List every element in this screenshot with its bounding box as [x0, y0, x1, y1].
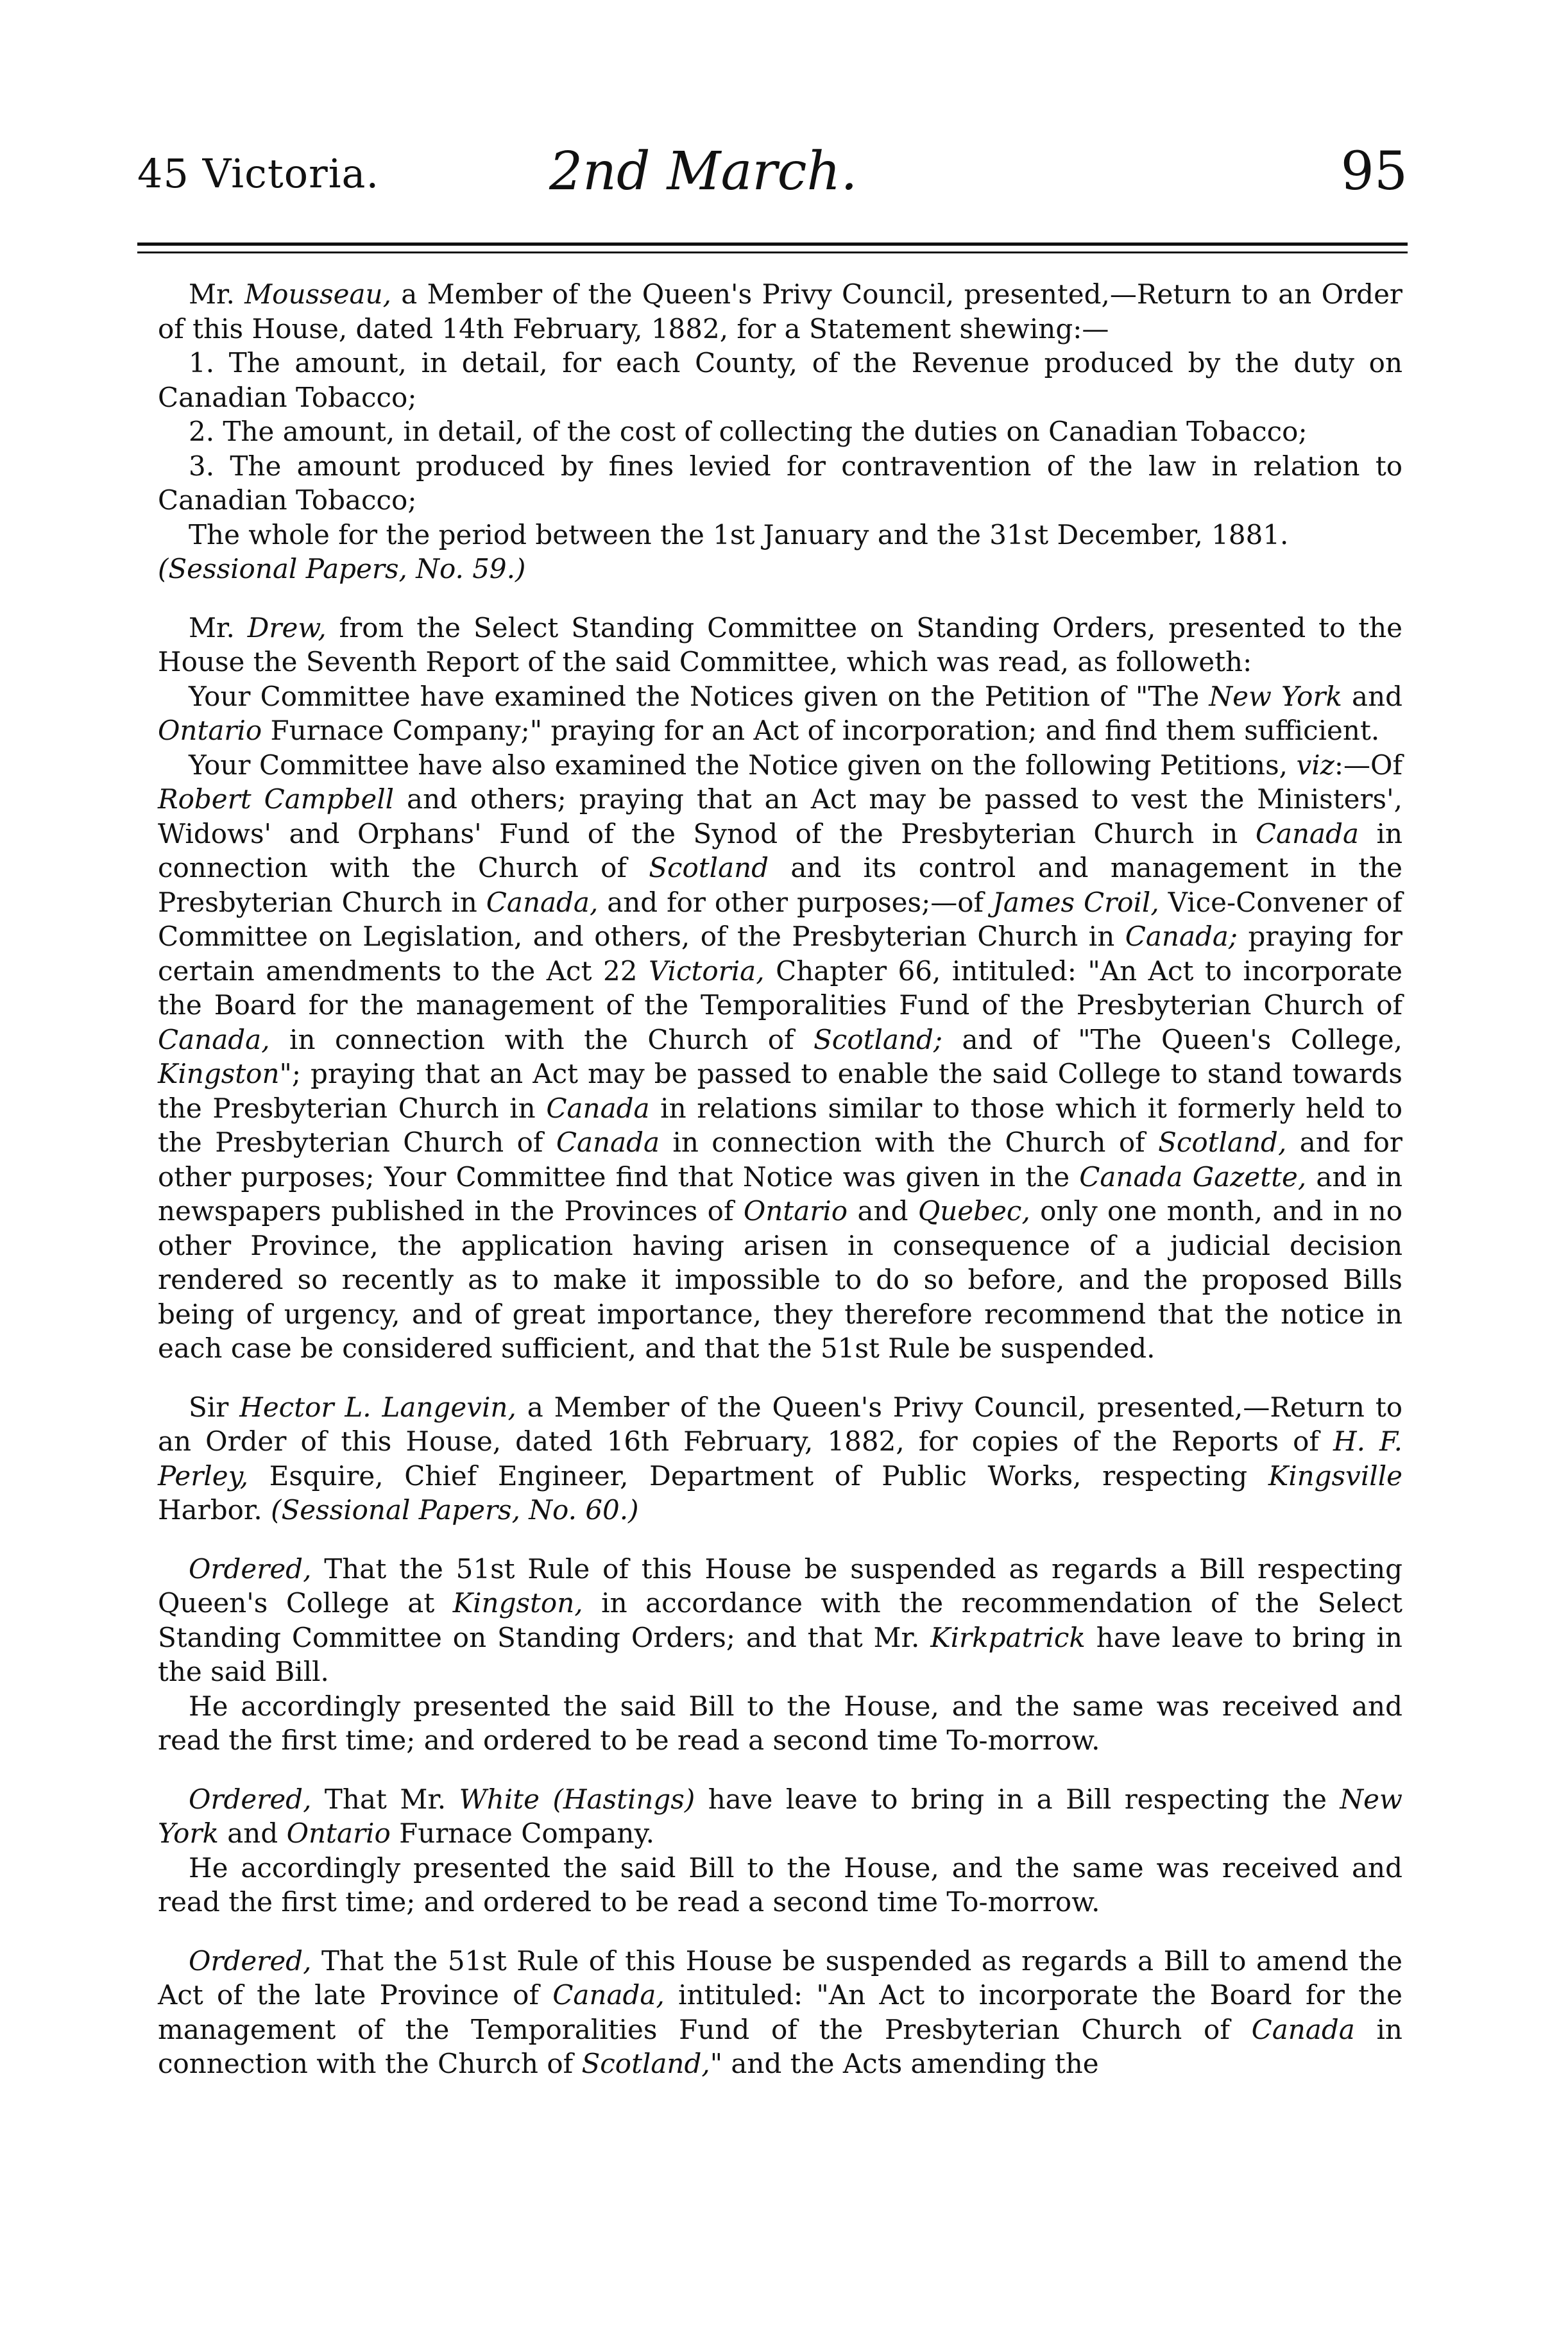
text-run: Furnace Company.: [390, 1818, 654, 1849]
italic-run: Kingston,: [452, 1587, 583, 1619]
text-run: Sir: [189, 1391, 240, 1423]
paragraph-order-furnace-company: [158, 1782, 1402, 1851]
statement-period: The whole for the period between the 1st January and the 31st December, 1881.: [189, 518, 1289, 550]
italic-run: Canada;: [1125, 921, 1238, 952]
italic-run: Canada,: [552, 1979, 665, 2011]
text-run: a Member of the Queen's Privy Council, presented,—Return to an Order of this House, dated 16th February, 1882, for copies of the Reports of: [158, 1391, 1402, 1457]
italic-run: Drew,: [247, 611, 327, 643]
page-number: 95: [1340, 141, 1408, 202]
paragraph-bill-presented-1: He accordingly presented the said Bill to the House, and the same was received and read the first time; and ordered to be read a second time To-morrow.: [158, 1690, 1402, 1756]
text-run: and for other purposes;—of: [598, 886, 993, 918]
text-run: and: [848, 1195, 918, 1227]
text-run: intituled: "An Act to incorporate the Board for the management of the Temporalities Fund of the Presbyterian Church of: [158, 1979, 1402, 2045]
text-run: and its control and management in the Presbyterian Church in: [158, 852, 1402, 918]
italic-run: Victoria,: [648, 955, 765, 987]
text-run: Esquire, Chief Engineer, Department of Public Works, respecting: [248, 1460, 1268, 1492]
italic-run: Kirkpatrick: [930, 1621, 1086, 1653]
paragraph-committee-notices: [158, 679, 1402, 748]
statement-item-3: 3. The amount produced by fines levied for contravention of the law in relation to Canadian Tobacco;: [158, 450, 1402, 516]
italic-run: Ordered,: [189, 1553, 312, 1585]
text-run: in accordance with the recommendation of the Select Standing Committee on Standing Orders; and that Mr.: [158, 1587, 1403, 1653]
text-run: have leave to bring in the said Bill.: [158, 1621, 1402, 1687]
italic-run: Kingsville: [1268, 1460, 1402, 1492]
text-run: Your Committee have examined the Notices given on the Petition of "The: [189, 680, 1209, 712]
text-run: Furnace Company;" praying for an Act of incorporation; and find them sufficient.: [262, 715, 1380, 746]
italic-run: Scotland,: [581, 2048, 710, 2079]
header-rule-thick: [137, 243, 1408, 246]
statement-item-1: 1. The amount, in detail, for each County, of the Revenue produced by the duty on Canadian Tobacco;: [158, 347, 1402, 413]
text-run: and others; praying that an Act may be passed to vest the Ministers', Widows' and Orphans' Fund of the Synod of the Presbyterian Church in: [158, 783, 1402, 849]
header-regnal-year: 45 Victoria.: [137, 150, 380, 197]
text-run: in connection with the Church of: [158, 817, 1402, 883]
italic-run: (Sessional Papers, No. 60.): [271, 1494, 639, 1526]
text-run: in connection with the Church of: [269, 1023, 814, 1055]
italic-run: Scotland;: [814, 1023, 943, 1055]
italic-run: White (Hastings): [459, 1783, 695, 1815]
italic-run: Kingston: [158, 1058, 280, 1089]
sessional-paper-ref: (Sessional Papers, No. 59.): [158, 553, 526, 584]
text-run: Harbor.: [158, 1494, 271, 1526]
text-run: Vice-Convener of Committee on Legislation, and others, of the Presbyterian Church in: [158, 886, 1402, 952]
text-run: Mr.: [189, 611, 248, 643]
italic-run: Ontario: [158, 715, 262, 746]
italic-run: Canada: [546, 1092, 650, 1124]
journal-body: [158, 277, 1402, 2081]
text-run: :—Of: [1334, 749, 1402, 781]
text-run: That the 51st Rule of this House be suspended as regards a Bill respecting Queen's College at: [158, 1553, 1402, 1619]
italic-run: Canada: [1255, 817, 1359, 849]
text-run: in connection with the Church of: [158, 2013, 1402, 2079]
text-run: Chapter 66, intituled: "An Act to incorporate the Board for the management of the Temporalities Fund of the Presbyterian Church of: [158, 955, 1402, 1021]
italic-run: H. F. Perley,: [158, 1426, 1402, 1492]
header-rule-thin: [137, 251, 1408, 253]
italic-run: Ordered,: [189, 1945, 312, 1977]
text-run: That the 51st Rule of this House be suspended as regards a Bill to amend the Act of the late Province of: [158, 1945, 1402, 2011]
italic-run: Ontario: [743, 1195, 848, 1227]
text-run: have leave to bring in a Bill respecting the: [695, 1783, 1340, 1815]
italic-run: Ordered,: [189, 1783, 312, 1815]
text-run: Mr.: [189, 278, 245, 310]
italic-run: Ontario: [286, 1818, 391, 1849]
text-run: and for other purposes; Your Committee find that Notice was given in the: [158, 1127, 1402, 1193]
paragraph-mousseau-return: [158, 277, 1402, 346]
italic-run: Canada: [556, 1127, 660, 1158]
italic-run: Canada: [1251, 2013, 1355, 2045]
italic-run: viz: [1296, 749, 1334, 781]
italic-run: Canada,: [486, 886, 599, 918]
text-run: and in newspapers published in the Provinces of: [158, 1161, 1403, 1227]
text-run: and: [1342, 680, 1402, 712]
text-run: and: [218, 1818, 287, 1849]
italic-run: Robert Campbell: [158, 783, 395, 815]
paragraph-committee-petitions: [158, 748, 1402, 1366]
text-run: and of "The Queen's College,: [942, 1023, 1403, 1055]
italic-run: Canada Gazette,: [1079, 1161, 1307, 1193]
text-run: a Member of the Queen's Privy Council, presented,—Return to an Order of this House, dated 14th February, 1882, for a Statement shewing:—: [158, 278, 1402, 345]
italic-run: Quebec,: [917, 1195, 1030, 1227]
paragraph-drew-report: [158, 611, 1402, 679]
text-run: only one month, and in no other Province, the application having arisen in consequence of a judicial decision rendered so recently as to make it impossible to do so before, and the proposed Bills being of urgency, and of great importance, they therefore recommend that the notice in each case be considered sufficient, and that the 51st Rule be suspended.: [158, 1195, 1403, 1364]
paragraph-bill-presented-2: He accordingly presented the said Bill to the House, and the same was received and read the first time; and ordered to be read a second time To-morrow.: [158, 1852, 1402, 1918]
paragraph-langevin-return: [158, 1390, 1402, 1528]
text-run: That Mr.: [311, 1783, 459, 1815]
italic-run: Hector L. Langevin,: [239, 1391, 516, 1423]
text-run: praying for certain amendments to the Act 22: [158, 921, 1402, 987]
paragraph-order-queens-college: [158, 1552, 1402, 1689]
italic-run: Canada,: [158, 1023, 270, 1055]
italic-run: New York: [1209, 680, 1342, 712]
italic-run: New York: [158, 1783, 1402, 1849]
text-run: in relations similar to those which it formerly held to the Presbyterian Church of: [158, 1092, 1402, 1158]
text-run: from the Select Standing Committee on Standing Orders, presented to the House the Seventh Report of the said Committee, which was read, as followeth:: [158, 611, 1402, 677]
header-date: 2nd March.: [549, 141, 858, 202]
text-run: "; praying that an Act may be passed to enable the said College to stand towards the Presbyterian Church in: [158, 1058, 1402, 1124]
text-run: Your Committee have also examined the Notice given on the following Petitions,: [189, 749, 1297, 781]
text-run: in connection with the Church of: [660, 1127, 1159, 1158]
italic-run: Scotland,: [1158, 1127, 1287, 1158]
text-run: " and the Acts amending the: [710, 2048, 1099, 2079]
italic-run: James Croil,: [992, 886, 1159, 918]
italic-run: Scotland: [649, 852, 769, 883]
page-header: [137, 127, 1408, 210]
paragraph-order-temporalities: [158, 1944, 1402, 2081]
statement-item-2: 2. The amount, in detail, of the cost of collecting the duties on Canadian Tobacco;: [189, 416, 1308, 447]
italic-run: Mousseau,: [244, 278, 391, 310]
